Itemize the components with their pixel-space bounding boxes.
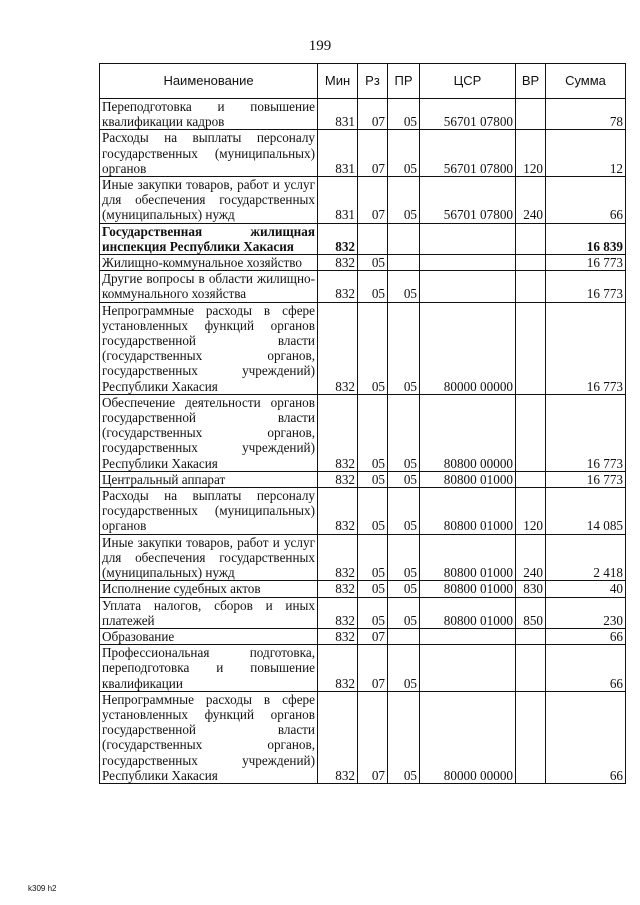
row-vr-cell <box>516 99 546 130</box>
row-name-cell: Другие вопросы в области жилищно-коммунального хозяйства <box>100 271 318 302</box>
column-header-pr: ПР <box>388 64 420 99</box>
row-min-cell: 832 <box>318 628 358 644</box>
row-pr-cell: 05 <box>388 394 420 471</box>
row-min-cell: 832 <box>318 597 358 628</box>
row-pr-cell: 05 <box>388 271 420 302</box>
row-rz-cell: 07 <box>358 177 388 224</box>
row-vr-cell <box>516 271 546 302</box>
row-pr-cell: 05 <box>388 99 420 130</box>
row-name-cell: Уплата налогов, сборов и иных платежей <box>100 597 318 628</box>
row-sum-cell: 16 773 <box>546 394 626 471</box>
row-sum-cell: 16 773 <box>546 271 626 302</box>
row-sum-cell: 16 773 <box>546 302 626 394</box>
row-sum-cell: 12 <box>546 130 626 177</box>
row-min-cell: 832 <box>318 645 358 692</box>
row-vr-cell: 120 <box>516 130 546 177</box>
row-sum-cell: 78 <box>546 99 626 130</box>
row-sum-cell: 14 085 <box>546 488 626 535</box>
row-csr-cell <box>420 271 516 302</box>
row-rz-cell: 07 <box>358 99 388 130</box>
column-header-min: Мин <box>318 64 358 99</box>
row-min-cell: 832 <box>318 691 358 783</box>
table-row <box>100 223 626 254</box>
row-sum-cell: 16 839 <box>546 223 626 254</box>
row-csr-cell: 56701 07800 <box>420 177 516 224</box>
table-row <box>100 255 626 271</box>
row-vr-cell <box>516 628 546 644</box>
table-row <box>100 130 626 177</box>
table-row <box>100 471 626 487</box>
row-name-cell: Переподготовка и повышение квалификации кадров <box>100 99 318 130</box>
row-name-cell: Непрограммные расходы в сфере установленных функций органов государственной власти (государственных органов, государственных учреждений) Республики Хакасия <box>100 691 318 783</box>
row-csr-cell: 80800 01000 <box>420 471 516 487</box>
row-vr-cell: 830 <box>516 581 546 597</box>
row-rz-cell: 05 <box>358 302 388 394</box>
row-vr-cell: 240 <box>516 177 546 224</box>
row-rz-cell: 05 <box>358 534 388 581</box>
row-csr-cell <box>420 255 516 271</box>
row-sum-cell: 66 <box>546 691 626 783</box>
row-min-cell: 832 <box>318 394 358 471</box>
table-row <box>100 628 626 644</box>
row-rz-cell: 07 <box>358 645 388 692</box>
row-pr-cell: 05 <box>388 302 420 394</box>
row-name-cell: Государственная жилищная инспекция Республики Хакасия <box>100 223 318 254</box>
row-min-cell: 832 <box>318 255 358 271</box>
row-vr-cell: 120 <box>516 488 546 535</box>
row-rz-cell <box>358 223 388 254</box>
row-rz-cell: 05 <box>358 255 388 271</box>
row-csr-cell: 80000 00000 <box>420 302 516 394</box>
row-vr-cell <box>516 223 546 254</box>
column-header-vr: ВР <box>516 64 546 99</box>
row-pr-cell: 05 <box>388 534 420 581</box>
row-name-cell: Расходы на выплаты персоналу государственных (муниципальных) органов <box>100 488 318 535</box>
row-rz-cell: 05 <box>358 581 388 597</box>
row-min-cell: 832 <box>318 271 358 302</box>
row-name-cell: Центральный аппарат <box>100 471 318 487</box>
row-name-cell: Непрограммные расходы в сфере установленных функций органов государственной власти (государственных органов, государственных учреждений) Республики Хакасия <box>100 302 318 394</box>
row-min-cell: 832 <box>318 223 358 254</box>
table-row <box>100 581 626 597</box>
row-min-cell: 831 <box>318 177 358 224</box>
table-row <box>100 534 626 581</box>
row-min-cell: 832 <box>318 534 358 581</box>
row-vr-cell <box>516 255 546 271</box>
row-sum-cell: 66 <box>546 628 626 644</box>
row-rz-cell: 05 <box>358 271 388 302</box>
column-header-rz: Рз <box>358 64 388 99</box>
row-sum-cell: 66 <box>546 645 626 692</box>
row-rz-cell: 05 <box>358 471 388 487</box>
row-csr-cell: 80800 01000 <box>420 534 516 581</box>
row-vr-cell <box>516 691 546 783</box>
row-csr-cell: 56701 07800 <box>420 99 516 130</box>
row-sum-cell: 2 418 <box>546 534 626 581</box>
row-pr-cell: 05 <box>388 130 420 177</box>
row-sum-cell: 16 773 <box>546 255 626 271</box>
row-name-cell: Обеспечение деятельности органов государственной власти (государственных органов, государственных учреждений) Республики Хакасия <box>100 394 318 471</box>
column-header-sum: Сумма <box>546 64 626 99</box>
row-vr-cell: 850 <box>516 597 546 628</box>
row-name-cell: Расходы на выплаты персоналу государственных (муниципальных) органов <box>100 130 318 177</box>
table-row <box>100 645 626 692</box>
row-min-cell: 831 <box>318 99 358 130</box>
table-body <box>100 99 626 784</box>
row-csr-cell: 80000 00000 <box>420 691 516 783</box>
row-rz-cell: 07 <box>358 628 388 644</box>
row-min-cell: 832 <box>318 581 358 597</box>
row-csr-cell: 80800 00000 <box>420 394 516 471</box>
table-header-row <box>100 64 626 99</box>
table-row <box>100 597 626 628</box>
row-csr-cell: 80800 01000 <box>420 581 516 597</box>
row-rz-cell: 05 <box>358 394 388 471</box>
budget-table <box>99 63 626 784</box>
row-rz-cell: 07 <box>358 130 388 177</box>
row-sum-cell: 16 773 <box>546 471 626 487</box>
table-row <box>100 271 626 302</box>
table-row <box>100 99 626 130</box>
row-pr-cell: 05 <box>388 177 420 224</box>
row-min-cell: 832 <box>318 471 358 487</box>
row-min-cell: 832 <box>318 302 358 394</box>
row-rz-cell: 05 <box>358 488 388 535</box>
row-pr-cell <box>388 223 420 254</box>
row-pr-cell <box>388 255 420 271</box>
row-rz-cell: 07 <box>358 691 388 783</box>
row-pr-cell: 05 <box>388 488 420 535</box>
row-vr-cell <box>516 645 546 692</box>
column-header-name: Наименование <box>100 64 318 99</box>
row-name-cell: Образование <box>100 628 318 644</box>
row-sum-cell: 66 <box>546 177 626 224</box>
row-sum-cell: 40 <box>546 581 626 597</box>
row-name-cell: Жилищно-коммунальное хозяйство <box>100 255 318 271</box>
row-pr-cell: 05 <box>388 471 420 487</box>
row-csr-cell <box>420 223 516 254</box>
row-pr-cell <box>388 628 420 644</box>
table-row <box>100 488 626 535</box>
row-min-cell: 832 <box>318 488 358 535</box>
row-vr-cell <box>516 302 546 394</box>
page-number: 199 <box>308 38 332 54</box>
table-row <box>100 177 626 224</box>
row-pr-cell: 05 <box>388 691 420 783</box>
row-vr-cell <box>516 394 546 471</box>
row-csr-cell: 56701 07800 <box>420 130 516 177</box>
row-name-cell: Исполнение судебных актов <box>100 581 318 597</box>
row-sum-cell: 230 <box>546 597 626 628</box>
row-csr-cell: 80800 01000 <box>420 488 516 535</box>
row-csr-cell: 80800 01000 <box>420 597 516 628</box>
row-vr-cell <box>516 471 546 487</box>
footer-code: k309 h2 <box>28 884 57 893</box>
row-name-cell: Профессиональная подготовка, переподготовка и повышение квалификации <box>100 645 318 692</box>
table-row <box>100 691 626 783</box>
row-pr-cell: 05 <box>388 645 420 692</box>
row-csr-cell <box>420 628 516 644</box>
row-name-cell: Иные закупки товаров, работ и услуг для обеспечения государственных (муниципальных) нужд <box>100 177 318 224</box>
table-row <box>100 302 626 394</box>
row-rz-cell: 05 <box>358 597 388 628</box>
column-header-csr: ЦСР <box>420 64 516 99</box>
row-pr-cell: 05 <box>388 581 420 597</box>
row-csr-cell <box>420 645 516 692</box>
row-pr-cell: 05 <box>388 597 420 628</box>
table-row <box>100 394 626 471</box>
row-min-cell: 831 <box>318 130 358 177</box>
row-name-cell: Иные закупки товаров, работ и услуг для обеспечения государственных (муниципальных) нужд <box>100 534 318 581</box>
row-vr-cell: 240 <box>516 534 546 581</box>
